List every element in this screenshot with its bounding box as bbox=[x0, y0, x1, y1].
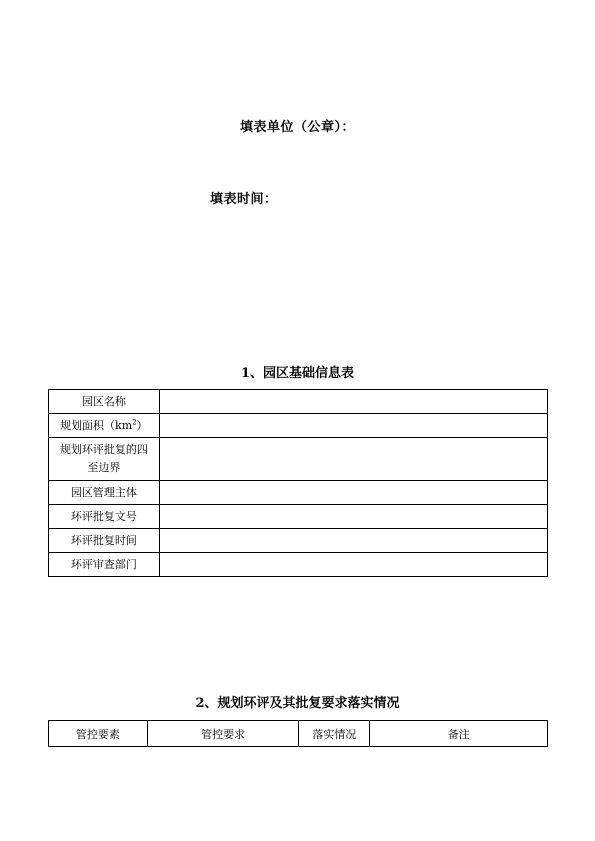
boundary-label bbox=[49, 438, 160, 481]
planned-area-label-text: 规划面积（km bbox=[60, 418, 133, 432]
table-row bbox=[49, 390, 548, 414]
table-header-row bbox=[49, 721, 548, 747]
table-row bbox=[49, 481, 548, 505]
header-implementation-status: 落实情况 bbox=[299, 721, 370, 747]
fill-unit-label: 填表单位（公章）： bbox=[239, 120, 355, 135]
table-row bbox=[49, 553, 548, 577]
planned-area-value[interactable] bbox=[159, 414, 547, 438]
fill-time-label: 填表时间： bbox=[210, 192, 278, 207]
management-entity-label: 园区管理主体 bbox=[49, 481, 160, 505]
table-row bbox=[49, 414, 548, 438]
control-requirements-table bbox=[48, 720, 548, 747]
park-basic-info-table bbox=[48, 389, 548, 577]
park-name-label: 园区名称 bbox=[49, 390, 160, 414]
table-row bbox=[49, 438, 548, 481]
boundary-label-line2: 至边界 bbox=[87, 461, 121, 474]
header-control-element: 管控要素 bbox=[49, 721, 148, 747]
planned-area-label bbox=[49, 414, 160, 438]
approval-time-label: 环评批复时间 bbox=[49, 529, 160, 553]
table-row bbox=[49, 529, 548, 553]
approval-doc-number-label: 环评批复文号 bbox=[49, 505, 160, 529]
planned-area-label-close: ） bbox=[136, 418, 148, 432]
table-row bbox=[49, 505, 548, 529]
boundary-label-line1: 规划环评批复的四 bbox=[59, 443, 148, 456]
boundary-value[interactable] bbox=[159, 438, 547, 481]
park-name-value[interactable] bbox=[159, 390, 547, 414]
approval-doc-number-value[interactable] bbox=[159, 505, 547, 529]
review-department-value[interactable] bbox=[159, 553, 547, 577]
planned-area-label-sup: 2 bbox=[132, 417, 137, 426]
review-department-label: 环评审查部门 bbox=[49, 553, 160, 577]
section1-title: 1、园区基础信息表 bbox=[240, 366, 355, 381]
section2-title: 2、规划环评及其批复要求落实情况 bbox=[195, 696, 400, 711]
approval-time-value[interactable] bbox=[159, 529, 547, 553]
header-remarks: 备注 bbox=[370, 721, 548, 747]
header-control-requirement: 管控要求 bbox=[147, 721, 299, 747]
management-entity-value[interactable] bbox=[159, 481, 547, 505]
